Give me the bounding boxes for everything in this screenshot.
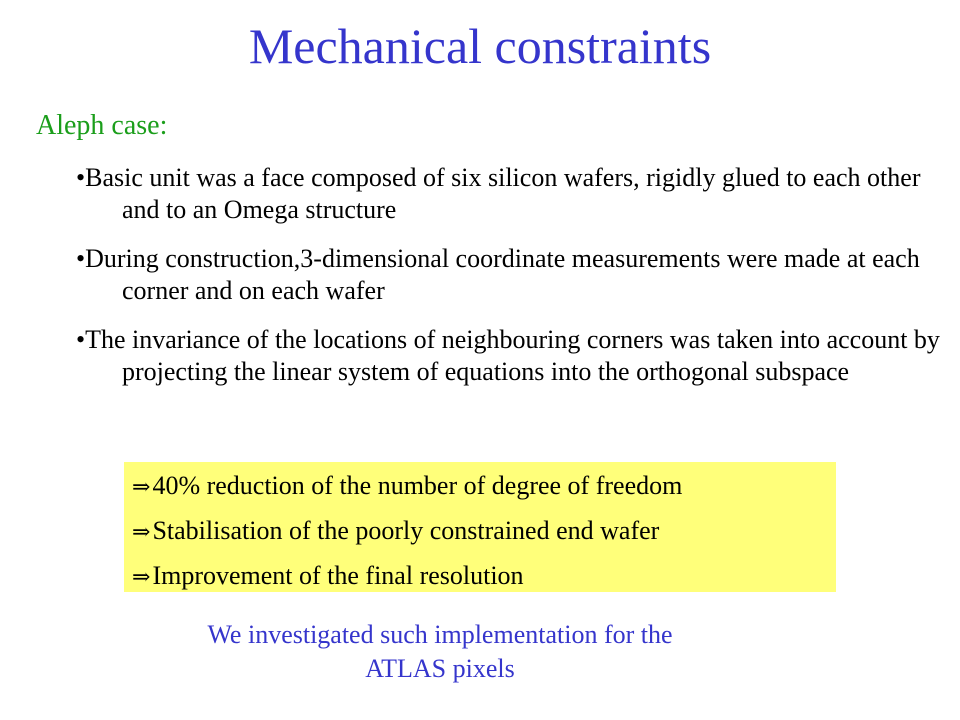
bullet-text: The invariance of the locations of neighbouring corners was taken into account by projecting the linear system of equations into the orthogonal subspace [85,325,940,386]
bullet-list [76,162,946,405]
result-item [124,509,836,554]
slide-title: Mechanical constraints [248,18,712,74]
footer-line: ATLAS pixels [365,654,515,683]
bullet-item [76,324,946,388]
result-text: Improvement of the final resolution [152,561,524,590]
result-item [124,554,836,599]
bullet-item [76,243,946,307]
bullet-text: During construction,3-dimensional coordinate measurements were made at each corner and on each wafer [85,244,920,305]
bullet-text: Basic unit was a face composed of six silicon wafers, rigidly glued to each other and to an Omega structure [85,163,921,224]
footer-line: We investigated such implementation for the [207,620,673,649]
section-subtitle: Aleph case: [36,110,168,141]
implies-arrow-icon: ⇒ [132,475,151,500]
bullet-item [76,162,946,226]
results-highlight-box [124,462,836,592]
bullet-dot: • [76,325,86,354]
result-text: 40% reduction of the number of degree of freedom [152,471,683,500]
bullet-dot: • [76,244,86,273]
implies-arrow-icon: ⇒ [132,520,151,545]
bullet-dot: • [76,163,86,192]
footer-note [140,618,740,686]
implies-arrow-icon: ⇒ [132,565,151,590]
result-text: Stabilisation of the poorly constrained end wafer [152,516,660,545]
result-item [124,464,836,509]
